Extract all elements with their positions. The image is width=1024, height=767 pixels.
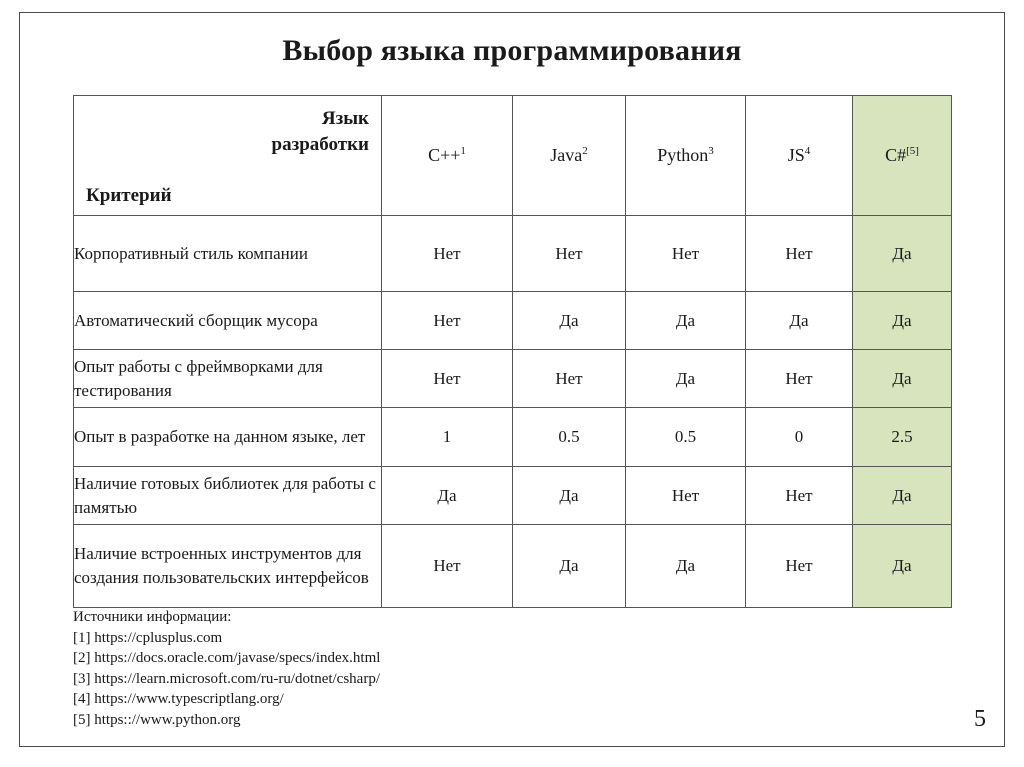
value-cell: Нет	[626, 467, 746, 525]
value-cell: Нет	[513, 350, 626, 408]
criterion-cell: Корпоративный стиль компании	[74, 216, 382, 292]
lang-ref: 2	[582, 145, 588, 157]
value-cell-highlight: Да	[853, 216, 952, 292]
value-cell: Да	[382, 467, 513, 525]
table-header-row	[74, 96, 952, 216]
lang-name: Java	[550, 145, 583, 165]
value-cell: Нет	[746, 467, 853, 525]
criterion-cell: Опыт в разработке на данном языке, лет	[74, 408, 382, 467]
header-csharp	[853, 96, 952, 216]
lang-name: C#	[885, 145, 907, 165]
source-item: [3] https://learn.microsoft.com/ru-ru/dotnet/csharp/	[73, 670, 381, 687]
criterion-axis-label: Критерий	[86, 185, 172, 206]
value-cell-highlight: Да	[853, 525, 952, 608]
value-cell: Нет	[626, 216, 746, 292]
value-cell-highlight: Да	[853, 350, 952, 408]
lang-name: JS	[787, 145, 805, 165]
value-cell: Нет	[382, 216, 513, 292]
language-label-line1: Язык	[321, 108, 369, 129]
criterion-cell: Наличие встроенных инструментов для создания пользовательских интерфейсов	[74, 525, 382, 608]
value-cell: Да	[513, 525, 626, 608]
value-cell: Да	[626, 525, 746, 608]
lang-ref: 4	[804, 145, 811, 157]
table-row	[74, 350, 952, 408]
value-cell: Да	[626, 350, 746, 408]
value-cell-highlight: 2.5	[853, 408, 952, 467]
table-row	[74, 216, 952, 292]
value-cell: 0.5	[513, 408, 626, 467]
lang-name: Python	[657, 145, 709, 165]
table-row	[74, 467, 952, 525]
sources-heading: Источники информации:	[73, 609, 232, 625]
value-cell: Нет	[382, 292, 513, 350]
value-cell: Да	[746, 292, 853, 350]
value-cell: 1	[382, 408, 513, 467]
value-cell: Нет	[746, 216, 853, 292]
value-cell: 0.5	[626, 408, 746, 467]
value-cell-highlight: Да	[853, 292, 952, 350]
header-corner-cell	[74, 96, 382, 216]
table-row	[74, 408, 952, 467]
lang-name: C++	[428, 145, 461, 165]
value-cell: Нет	[513, 216, 626, 292]
language-label-line2: разработки	[271, 134, 369, 155]
value-cell: Нет	[746, 525, 853, 608]
sources-list	[73, 607, 380, 730]
value-cell: Нет	[382, 525, 513, 608]
value-cell: Да	[513, 467, 626, 525]
lang-ref: [5]	[906, 145, 919, 157]
value-cell: Нет	[382, 350, 513, 408]
page-number: 5	[974, 706, 986, 732]
value-cell: Да	[626, 292, 746, 350]
value-cell-highlight: Да	[853, 467, 952, 525]
slide-title: Выбор языка программирования	[282, 34, 742, 67]
comparison-table	[73, 95, 952, 608]
value-cell: Да	[513, 292, 626, 350]
table-row	[74, 525, 952, 608]
source-item: [4] https://www.typescriptlang.org/	[73, 691, 284, 707]
value-cell: Нет	[746, 350, 853, 408]
source-item: [1] https://cplusplus.com	[73, 629, 223, 646]
source-item: [2] https://docs.oracle.com/javase/specs/index.html	[73, 650, 381, 666]
language-axis-label	[272, 106, 370, 158]
header-js	[746, 96, 853, 216]
criterion-cell: Автоматический сборщик мусора	[74, 292, 382, 350]
table-row	[74, 292, 952, 350]
lang-ref: 3	[708, 145, 714, 157]
value-cell: 0	[746, 408, 853, 467]
lang-ref: 1	[460, 145, 466, 157]
header-cpp	[382, 96, 513, 216]
criterion-cell: Наличие готовых библиотек для работы с памятью	[74, 467, 382, 525]
header-java	[513, 96, 626, 216]
criterion-cell: Опыт работы с фреймворками для тестирования	[74, 350, 382, 408]
source-item: [5] https:://www.python.org	[73, 711, 241, 728]
header-python	[626, 96, 746, 216]
